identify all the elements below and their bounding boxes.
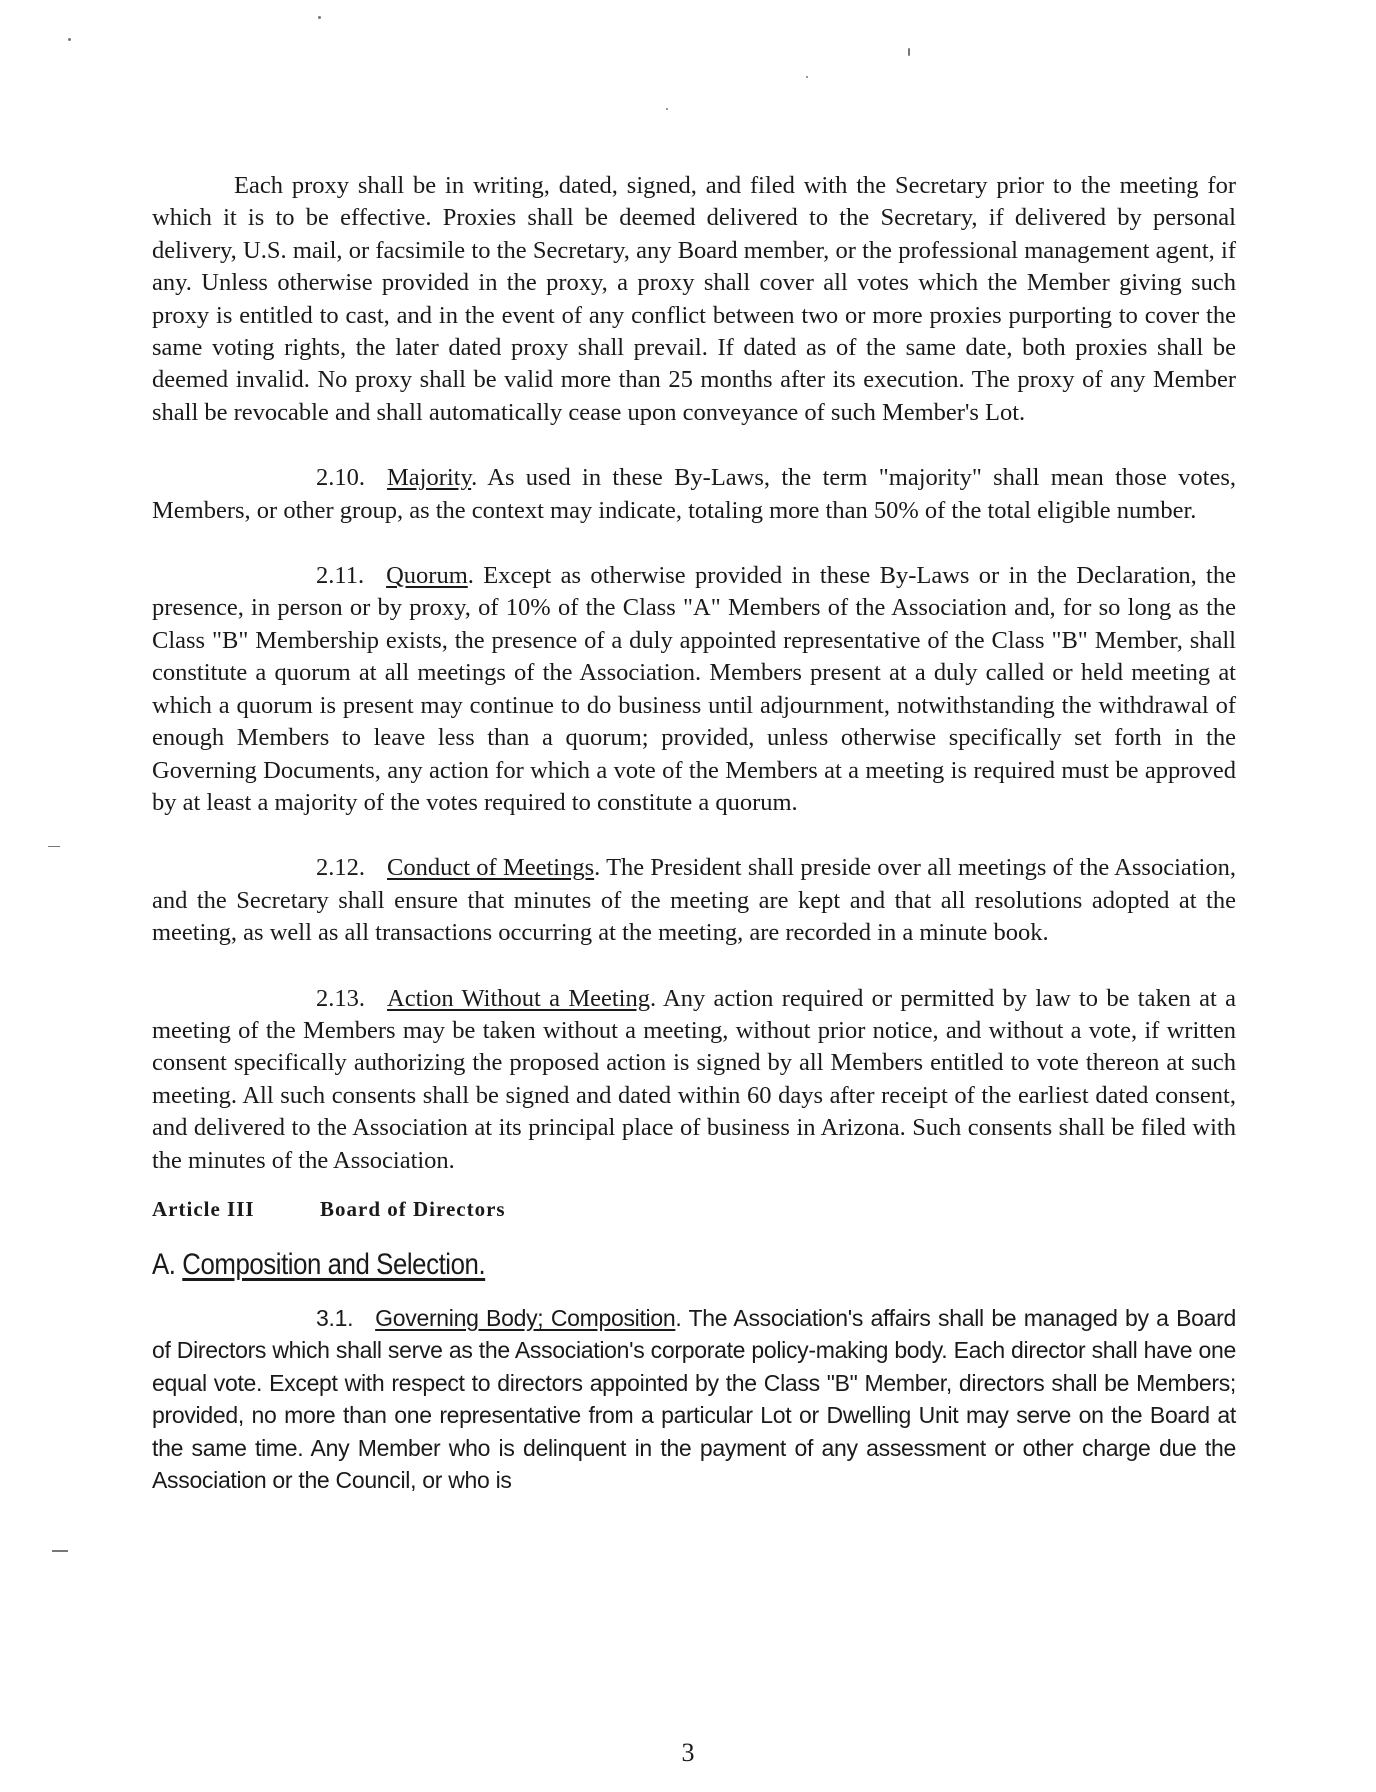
section-heading: Majority — [387, 464, 472, 492]
section-2-12 — [152, 852, 1236, 949]
article-number: Article III — [152, 1196, 255, 1221]
section-text: . The Association's affairs shall be managed by a Board of Directors which shall serve as the Association's corporate policy-making body. Each director shall have one equal vote. Except with respect to directors appointed by the Class "B" Member, directors shall be Members; provided, no more than one representative from a particular Lot or Dwelling Unit may serve on the Board at the same time. Any Member who is delinquent in the payment of any assessment or other charge due the Association or the Council, or who is — [152, 1304, 1236, 1493]
scan-speck — [666, 108, 668, 110]
section-2-13 — [152, 983, 1236, 1177]
section-2-11 — [152, 560, 1236, 819]
subsection-heading — [152, 1248, 1084, 1282]
section-number: 2.11. — [316, 562, 365, 590]
subsection-title: Composition and Selection. — [182, 1247, 486, 1281]
scan-speck — [48, 846, 60, 847]
section-number: 3.1. — [316, 1304, 354, 1331]
scan-speck — [52, 1550, 68, 1552]
proxy-text: Each proxy shall be in writing, dated, signed, and filed with the Secretary prior to the meeting for which it is to be effective. Proxies shall be deemed delivered to the Secretary, if delivered by personal delivery, U.S. mail, or facsimile to the Secretary, any Board member, or the professional management agent, if any. Unless otherwise provided in the proxy, a proxy shall cover all votes which the Member giving such proxy is entitled to cast, and in the event of any conflict between two or more proxies purporting to cover the same voting rights, the later dated proxy shall prevail. If dated as of the same date, both proxies shall be deemed invalid. No proxy shall be valid more than 25 months after its execution. The proxy of any Member shall be revocable and shall automatically cease upon conveyance of such Member's Lot. — [152, 172, 1236, 426]
section-number: 2.13. — [316, 984, 365, 1012]
section-number: 2.12. — [316, 854, 365, 882]
proxy-paragraph — [152, 170, 1236, 429]
section-heading: Conduct of Meetings — [387, 854, 595, 882]
subsection-letter: A. — [152, 1247, 176, 1281]
section-text: . The President shall preside over all meetings of the Association, and the Secretary shall ensure that minutes of the meeting are kept and that all resolutions adopted at the meeting, as well as all transactions occurring at the meeting, are recorded in a minute book. — [152, 854, 1236, 947]
scan-speck — [68, 38, 71, 41]
section-heading: Quorum — [386, 562, 468, 590]
document-page — [152, 170, 1236, 1496]
scan-speck — [806, 76, 808, 78]
section-number: 2.10. — [316, 464, 365, 492]
section-text: . As used in these By-Laws, the term "majority" shall mean those votes, Members, or other group, as the context may indicate, totaling more than 50% of the total eligible number. — [152, 464, 1236, 524]
section-text: . Except as otherwise provided in these By-Laws or in the Declaration, the presence, in person or by proxy, of 10% of the Class "A" Members of the Association and, for so long as the Class "B" Membership exists, the presence of a duly appointed representative of the Class "B" Member, shall constitute a quorum at all meetings of the Association. Members present at a duly called or held meeting at which a quorum is present may continue to do business until adjournment, notwithstanding the withdrawal of enough Members to leave less than a quorum; provided, unless otherwise specifically set forth in the Governing Documents, any action for which a vote of the Members at a meeting is required must be approved by at least a majority of the votes required to constitute a quorum. — [152, 562, 1236, 816]
scan-speck — [318, 16, 321, 19]
section-heading: Governing Body; Composition — [375, 1304, 676, 1331]
section-2-10 — [152, 462, 1236, 527]
article-title: Board of Directors — [320, 1196, 506, 1221]
scan-speck — [908, 48, 910, 56]
page-number: 3 — [681, 1738, 695, 1767]
article-heading — [152, 1197, 1236, 1222]
section-text: . Any action required or permitted by law to be taken at a meeting of the Members may be taken without a meeting, without prior notice, and without a vote, if written consent specifically authorizing the proposed action is signed by all Members entitled to vote thereon at such meeting. All such consents shall be signed and dated within 60 days after receipt of the earliest dated consent, and delivered to the Association at its principal place of business in Arizona. Such consents shall be filed with the minutes of the Association. — [152, 984, 1236, 1174]
section-3-1 — [152, 1302, 1236, 1496]
section-heading: Action Without a Meeting — [387, 984, 650, 1012]
